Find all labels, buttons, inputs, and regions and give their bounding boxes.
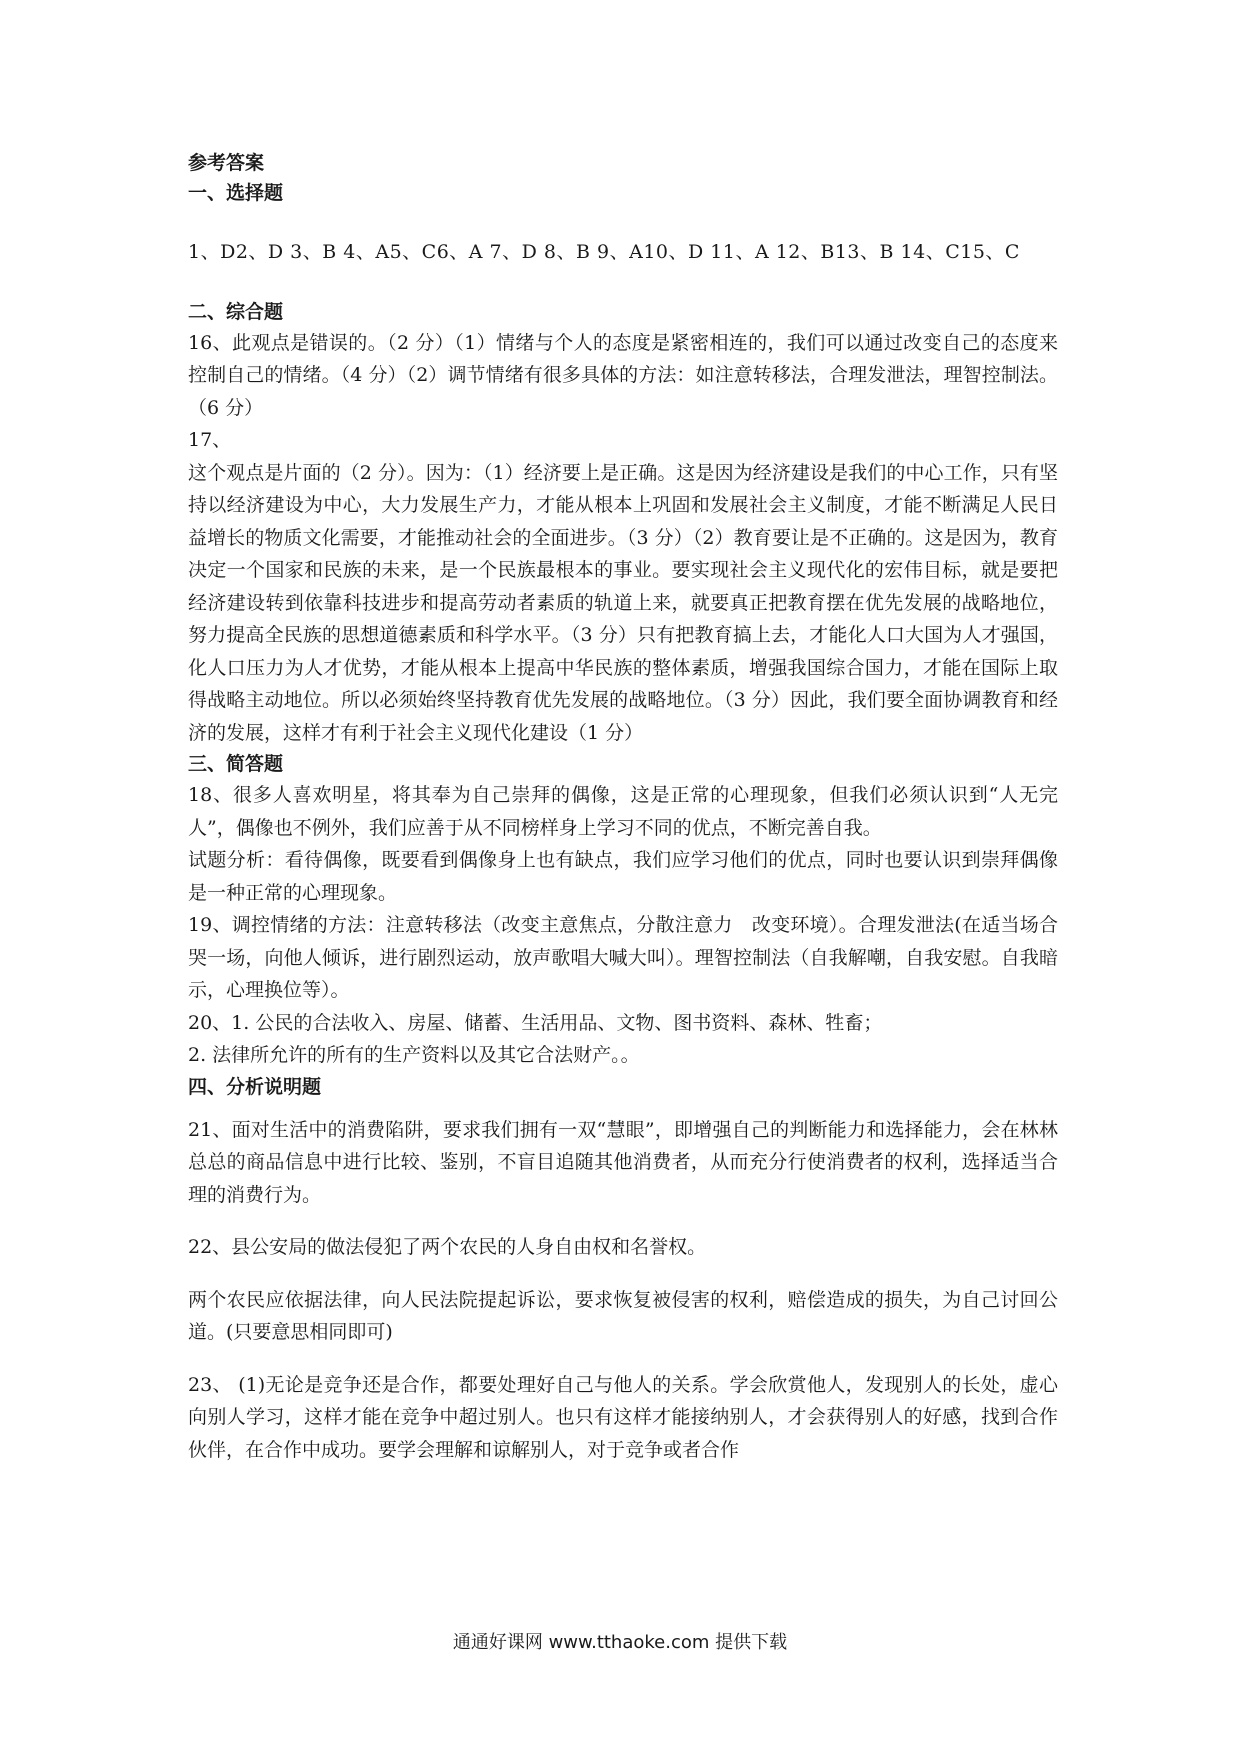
answer-17: 这个观点是片面的（2 分）。因为：（1）经济要上是正确。这是因为经济建设是我们的中心工作，只有坚持以经济建设为中心，大力发展生产力，才能从根本上巩固和发展社会主义制度，才能不断满足人民日益增长的物质文化需要，才能推动社会的全面进步。（3 分）（2）教育要让是不正确的。这是因为，教育决定一个国家和民族的未来，是一个民族最根本的事业。要实现社会主义现代化的宏伟目标，就是要把经济建设转到依靠科技进步和提高劳动者素质的轨道上来，就要真正把教育摆在优先发展的战略地位，努力提高全民族的思想道德素质和科学水平。（3 分）只有把教育搞上去，才能化人口大国为人才强国，化人口压力为人才优势，才能从根本上提高中华民族的整体素质，增强我国综合国力，才能在国际上取得战略主动地位。所以必须始终坚持教育优先发展的战略地位。（3 分）因此，我们要全面协调教育和经济的发展，这样才有利于社会主义现代化建设（1 分） [188, 461, 1058, 744]
answer-23: 23、 (1)无论是竞争还是合作，都要处理好自己与他人的关系。学会欣赏他人，发现别人的长处，虚心向别人学习，这样才能在竞争中超过别人。也只有这样才能接纳别人，才会获得别人的好感，找到合作伙伴，在合作中成功。要学会理解和谅解别人，对于竞争或者合作 [188, 1373, 1058, 1461]
answer-20-part2: 2. 法律所允许的所有的生产资料以及其它合法财产。。 [188, 1044, 640, 1066]
page-title: 参考答案 [188, 152, 265, 174]
answer-18: 18、很多人喜欢明星，将其奉为自己崇拜的偶像，这是正常的心理现象，但我们必须认识到“人无完人”，偶像也不例外，我们应善于从不同榜样身上学习不同的优点，不断完善自我。 [188, 784, 1058, 839]
page-footer: 通通好课网 www.tthaoke.com 提供下载 [452, 1632, 788, 1653]
choice-answers: 1、D2、D 3、B 4、A5、C6、A 7、D 8、B 9、A10、D 11、A 12、B13、B 14、C15、C [188, 241, 1020, 263]
answer-17-number: 17、 [188, 429, 232, 451]
answer-document [188, 148, 1058, 1466]
section-heading-comprehensive: 二、综合题 [188, 300, 284, 323]
section-heading-analysis: 四、分析说明题 [188, 1075, 322, 1098]
answer-20-part1: 20、1. 公民的合法收入、房屋、储蓄、生活用品、文物、图书资料、森林、牲畜； [188, 1011, 883, 1034]
answer-22: 22、县公安局的做法侵犯了两个农民的人身自由权和名誉权。 [188, 1236, 707, 1258]
answer-21: 21、面对生活中的消费陷阱，要求我们拥有一双“慧眼”，即增强自己的判断能力和选择能力，会在林林总总的商品信息中进行比较、鉴别，不盲目追随其他消费者，从而充分行使消费者的权利，选择适当合理的消费行为。 [188, 1118, 1058, 1206]
answer-16: 16、此观点是错误的。（2 分）（1）情绪与个人的态度是紧密相连的，我们可以通过改变自己的态度来控制自己的情绪。（4 分）（2）调节情绪有很多具体的方法：如注意转移法，合理发泄法，理智控制法。（6 分） [188, 331, 1058, 419]
section-heading-short-answer: 三、简答题 [188, 753, 284, 775]
answer-18-analysis: 试题分析：看待偶像，既要看到偶像身上也有缺点，我们应学习他们的优点，同时也要认识到崇拜偶像是一种正常的心理现象。 [188, 849, 1058, 904]
answer-19: 19、调控情绪的方法：注意转移法（改变主意焦点，分散注意力 改变环境）。合理发泄法(在适当场合哭一场，向他人倾诉，进行剧烈运动，放声歌唱大喊大叫）。理智控制法（自我解嘲，自我安慰。自我暗示，心理换位等）。 [188, 914, 1058, 1001]
answer-22-advice: 两个农民应依据法律，向人民法院提起诉讼，要求恢复被侵害的权利，赔偿造成的损失，为自己讨回公道。(只要意思相同即可) [188, 1288, 1058, 1343]
section-heading-choice: 一、选择题 [188, 182, 284, 204]
